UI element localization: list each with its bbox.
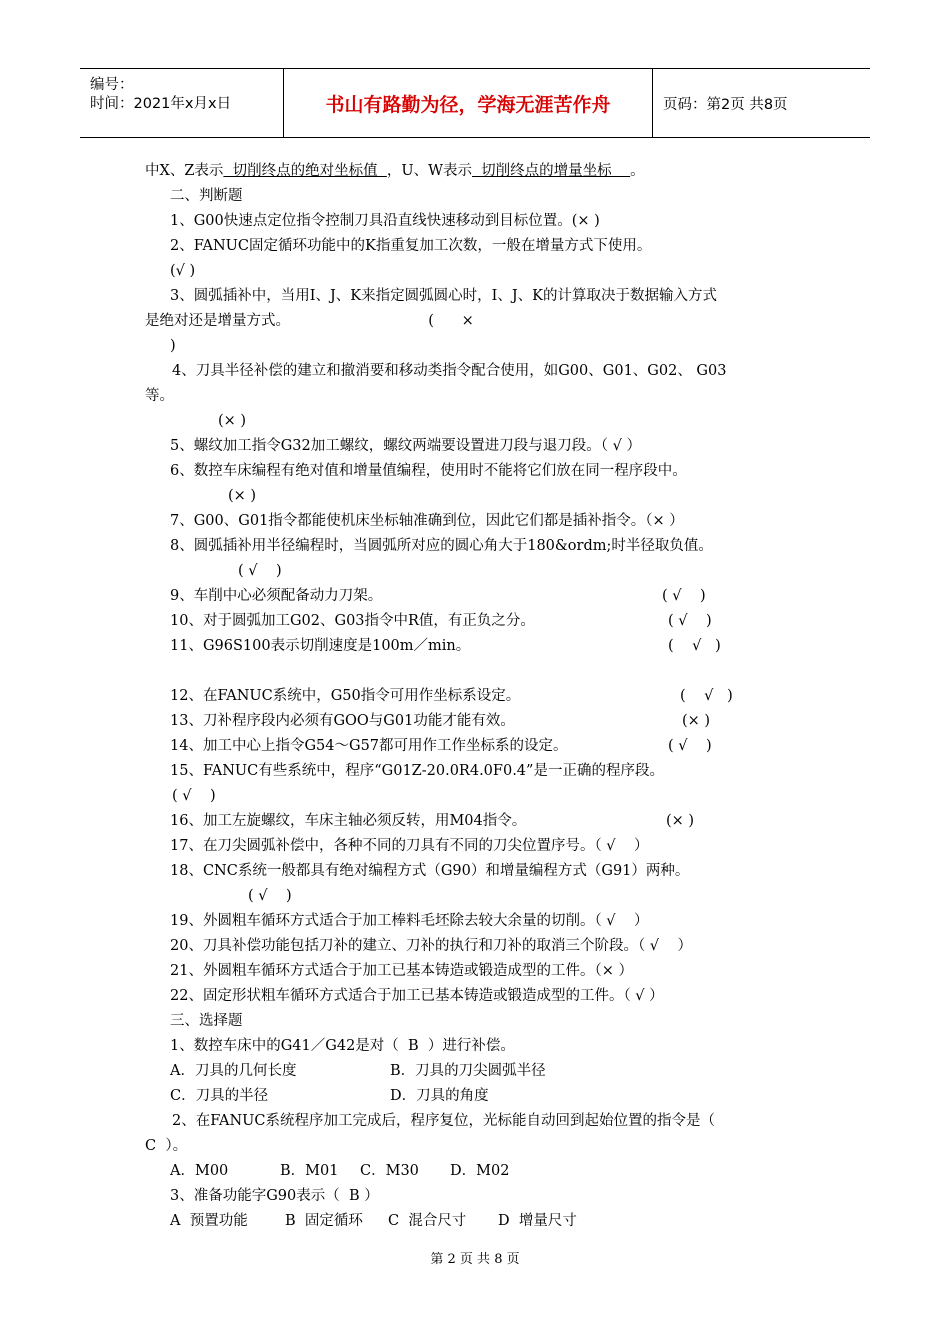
header-page-label: 页码：第2页 共8页 bbox=[663, 96, 788, 113]
judge-line: 7、G00、G01指令都能使机床坐标轴准确到位，因此它们都是插补指令。（× ） bbox=[170, 513, 684, 529]
judge-line: 17、在刀尖圆弧补偿中，各种不同的刀具有不同的刀尖位置序号。（ √ ） bbox=[170, 838, 649, 854]
judge-line: 14、加工中心上指令G54～G57都可用作工作坐标系的设定。 bbox=[170, 738, 568, 754]
page-footer: 第 2 页 共 8 页 bbox=[430, 1252, 520, 1267]
judge-line: 13、刀补程序段内必须有GOO与G01功能才能有效。 bbox=[170, 713, 515, 729]
choice-option: C．刀具的半径 bbox=[170, 1088, 269, 1104]
judge-line: 5、螺纹加工指令G32加工螺纹，螺纹两端要设置进刀段与退刀段。（ √ ） bbox=[170, 438, 641, 454]
judge-line: 11、G96S100表示切削速度是100m／min。 bbox=[170, 638, 471, 654]
section-heading-judge: 二、判断题 bbox=[170, 188, 243, 204]
judge-line: 是绝对还是增量方式。 ( × bbox=[145, 313, 474, 329]
judge-line: 8、圆弧插补用半径编程时，当圆弧所对应的圆心角大于180&ordm;时半径取负值。 bbox=[170, 538, 713, 554]
header-motto: 书山有路勤为径，学海无涯苦作舟 bbox=[284, 69, 653, 137]
intro-answer-1: 切削终点的绝对坐标值 bbox=[223, 163, 387, 179]
document-number-label: 编号： bbox=[90, 77, 134, 93]
judge-mark: (× ) bbox=[682, 713, 711, 729]
judge-line: ( √ ) bbox=[172, 788, 216, 804]
judge-line: 4、刀具半径补偿的建立和撤消要和移动类指令配合使用，如G00、G01、G02、 G03 bbox=[172, 363, 727, 379]
judge-line: 20、刀具补偿功能包括刀补的建立、刀补的执行和刀补的取消三个阶段。（ √ ） bbox=[170, 938, 692, 954]
choice-option: D．M02 bbox=[450, 1163, 510, 1179]
judge-line: (√ ) bbox=[170, 263, 196, 279]
choice-option: C 混合尺寸 bbox=[388, 1213, 467, 1229]
choice-option: B 固定循环 bbox=[285, 1213, 363, 1229]
judge-line: ( √ ) bbox=[248, 888, 292, 904]
judge-line: 1、G00快速点定位指令控制刀具沿直线快速移动到目标位置。(× ) bbox=[170, 213, 600, 229]
choice-option: B．刀具的刀尖圆弧半径 bbox=[390, 1063, 546, 1079]
choice-question: 3、准备功能字G90表示（ B ） bbox=[170, 1188, 379, 1204]
choice-question: 2、在FANUC系统程序加工完成后，程序复位，光标能自动回到起始位置的指令是（ bbox=[172, 1113, 715, 1129]
judge-line: 6、数控车床编程有绝对值和增量值编程，使用时不能将它们放在同一程序段中。 bbox=[170, 463, 687, 479]
choice-option: D 增量尺寸 bbox=[498, 1213, 577, 1229]
judge-line: (× ) bbox=[218, 413, 247, 429]
intro-answer-2: 切削终点的增量坐标 bbox=[471, 163, 631, 179]
judge-line: 3、圆弧插补中，当用I、J、K来指定圆弧圆心时，I、J、K的计算取决于数据输入方式 bbox=[170, 288, 717, 304]
judge-line: ( √ ) bbox=[238, 563, 282, 579]
judge-line: 19、外圆粗车循环方式适合于加工棒料毛坯除去较大余量的切削。（ √ ） bbox=[170, 913, 649, 929]
section-heading-choice: 三、选择题 bbox=[170, 1013, 243, 1029]
choice-option: C．M30 bbox=[360, 1163, 419, 1179]
judge-mark: (× ) bbox=[666, 813, 695, 829]
judge-mark: ( √ ) bbox=[668, 613, 712, 629]
judge-mark: ( √ ) bbox=[662, 588, 706, 604]
judge-line: ) bbox=[170, 338, 176, 354]
choice-question: 1、数控车床中的G41／G42是对（ B ）进行补偿。 bbox=[170, 1038, 515, 1054]
choice-option: A 预置功能 bbox=[170, 1213, 248, 1229]
judge-line: 9、车削中心必须配备动力刀架。 bbox=[170, 588, 383, 604]
judge-line: 15、FANUC有些系统中，程序“G01Z-20.0R4.0F0.4”是一正确的程序段。 bbox=[170, 763, 664, 779]
header-info-cell bbox=[80, 69, 284, 137]
choice-option: D．刀具的角度 bbox=[390, 1088, 489, 1104]
judge-line: 12、在FANUC系统中，G50指令可用作坐标系设定。 bbox=[170, 688, 521, 704]
judge-line: 21、外圆粗车循环方式适合于加工已基本铸造或锻造成型的工件。（× ） bbox=[170, 963, 633, 979]
document-date-label: 时间：2021年x月x日 bbox=[90, 96, 232, 112]
judge-line: 2、FANUC固定循环功能中的K指重复加工次数，一般在增量方式下使用。 bbox=[170, 238, 652, 254]
intro-text-2: ，U、W表示 bbox=[386, 163, 472, 179]
judge-mark: ( √ ) bbox=[668, 638, 721, 654]
intro-text-3: 。 bbox=[630, 163, 645, 179]
judge-line: 16、加工左旋螺纹，车床主轴必须反转，用M04指令。 bbox=[170, 813, 527, 829]
choice-option: B．M01 bbox=[280, 1163, 339, 1179]
intro-line bbox=[145, 162, 645, 180]
judge-line: 等。 bbox=[145, 388, 174, 404]
choice-option: A．M00 bbox=[170, 1163, 229, 1179]
judge-line: 22、固定形状粗车循环方式适合于加工已基本铸造或锻造成型的工件。（ √ ） bbox=[170, 988, 664, 1004]
judge-mark: ( √ ) bbox=[680, 688, 733, 704]
choice-option: A．刀具的几何长度 bbox=[170, 1063, 297, 1079]
intro-text-1: 中X、Z表示 bbox=[145, 163, 224, 179]
judge-line: 18、CNC系统一般都具有绝对编程方式（G90）和增量编程方式（G91）两种。 bbox=[170, 863, 690, 879]
judge-line: 10、对于圆弧加工G02、G03指令中R值，有正负之分。 bbox=[170, 613, 535, 629]
judge-mark: ( √ ) bbox=[668, 738, 712, 754]
choice-question: C ）。 bbox=[145, 1138, 188, 1154]
page-header bbox=[80, 68, 870, 138]
judge-line: (× ) bbox=[228, 488, 257, 504]
